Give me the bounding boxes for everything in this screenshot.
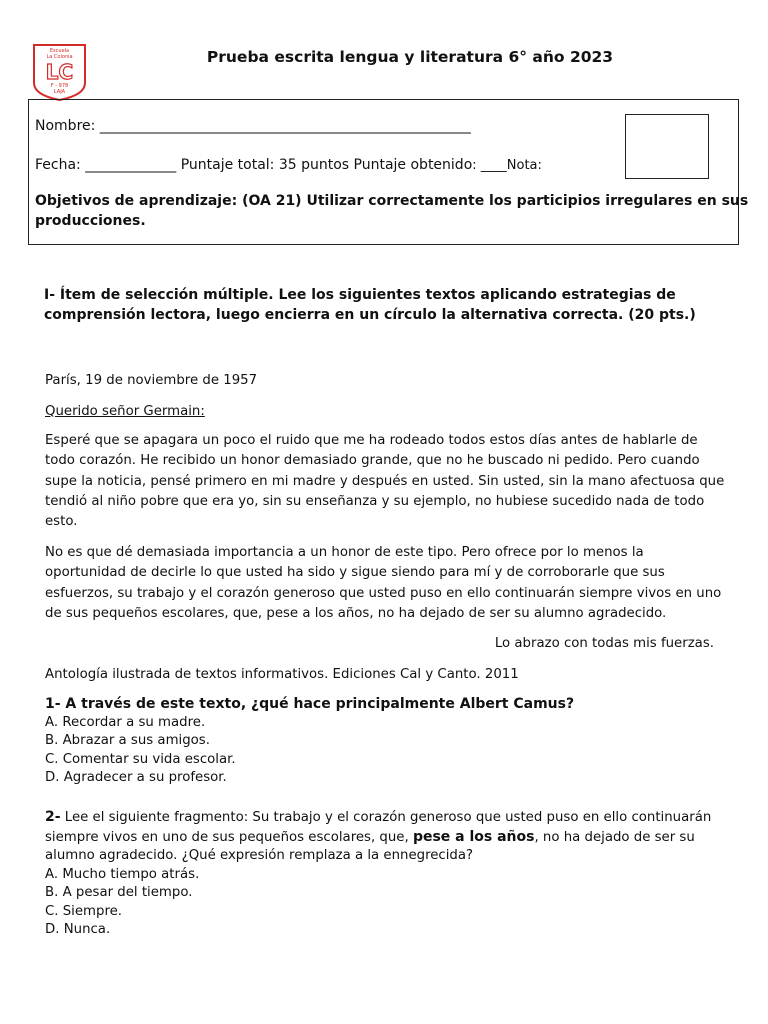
letter-closing: Lo abrazo con todas mis fuerzas.: [494, 636, 714, 651]
q2-number: 2-: [45, 809, 61, 825]
q1-stem: 1- A través de este texto, ¿qué hace principalmente Albert Camus?: [45, 696, 575, 712]
letter-greeting: Querido señor Germain:: [45, 404, 205, 419]
q2-line2: [45, 828, 711, 848]
p1-line: esto.: [45, 514, 78, 530]
logo-initials: LC: [45, 60, 74, 84]
grade-box: [625, 114, 709, 179]
logo-line1: Escuela: [49, 48, 70, 54]
score-total: Puntaje total: 35 puntos Puntaje obtenido: [180, 157, 473, 173]
p2-line: de sus pequeños escolares, que, pese a los años, no ha dejado de ser su alumno agradecido.: [45, 605, 667, 621]
p1-line: Esperé que se apagara un poco el ruido que me ha rodeado todos estos días antes de hablarle de: [45, 433, 698, 448]
q2-option-c[interactable]: C. Siempre.: [45, 903, 123, 919]
letter-source: Antología ilustrada de textos informativos. Ediciones Cal y Canto. 2011: [45, 667, 519, 682]
page-title: Prueba escrita lengua y literatura 6° año 2023: [206, 48, 614, 66]
logo-line2: La Colonia: [46, 54, 73, 60]
score-obtained[interactable]: : ____: [472, 158, 507, 173]
letter-paragraph-1: [45, 431, 724, 532]
question-2: [45, 808, 711, 940]
logo-line4: LAJA: [53, 89, 66, 95]
date-blank[interactable]: _____________: [85, 157, 177, 173]
p1-line: tendió al niño pobre que era yo, sin su enseñanza y su ejemplo, no hubiese sucedido nada de todo: [45, 493, 705, 509]
q2-line1: [45, 808, 711, 828]
logo-line3: F - 978: [50, 83, 69, 89]
objectives: [35, 191, 749, 231]
grade-label: Nota:: [506, 158, 542, 173]
date-score-row: [35, 157, 542, 173]
q2-line2-bold: pese a los años: [412, 828, 535, 845]
letter-paragraph-2: [45, 543, 721, 624]
q1-option-a[interactable]: A. Recordar a su madre.: [45, 714, 206, 730]
objectives-line: Objetivos de aprendizaje: (OA 21) Utilizar correctamente los participios irregulares en sus: [35, 193, 749, 209]
section-instruction: [44, 285, 696, 325]
p2-line: esfuerzos, su trabajo y el corazón generoso que usted puso en ello continuarán siempre vivos en uno: [45, 585, 722, 601]
name-blank[interactable]: _____________________________________________________: [99, 118, 471, 134]
p2-line: No es que dé demasiada importancia a un honor de este tipo. Pero ofrece por lo menos la: [45, 545, 644, 560]
date-label: Fecha:: [35, 157, 81, 173]
q1-option-d[interactable]: D. Agradecer a su profesor.: [45, 770, 227, 785]
p1-line: todo corazón. He recibido un honor demasiado grande, que no he buscado ni pedido. Pero cuando: [45, 453, 700, 469]
q2-option-a[interactable]: A. Mucho tiempo atrás.: [45, 866, 200, 882]
q2-line3: alumno agradecido. ¿Qué expresión remplaza a la ennegrecida?: [45, 848, 474, 863]
q2-line2-post: , no ha dejado de ser su: [534, 829, 695, 845]
q2-option-d[interactable]: D. Nunca.: [45, 922, 111, 937]
objectives-cont: producciones.: [35, 213, 146, 229]
name-label: Nombre:: [35, 118, 96, 134]
p2-line: oportunidad de decirle lo que usted ha sido y sigue siendo para mí y de corroborarle que sus: [45, 565, 665, 581]
q1-option-b[interactable]: B. Abrazar a sus amigos.: [45, 733, 210, 748]
section-line1: I- Ítem de selección múltiple. Lee los siguientes textos aplicando estrategias de: [44, 287, 676, 303]
p1-line: supe la noticia, pensé primero en mi madre y después en usted. Sin usted, sin la mano afectuosa que: [45, 473, 725, 489]
q2-line2-pre: siempre vivos en uno de sus pequeños escolares, que,: [45, 829, 413, 845]
question-1: [45, 695, 574, 788]
q2-line1-text: Lee el siguiente fragmento: Su trabajo y el corazón generoso que usted puso en ello continuarán: [60, 810, 712, 825]
section-line2: comprensión lectora, luego encierra en un círculo la alternativa correcta. (20 pts.): [44, 307, 696, 323]
name-row: [35, 118, 471, 134]
letter-place-date: París, 19 de noviembre de 1957: [45, 373, 258, 388]
q1-option-c[interactable]: C. Comentar su vida escolar.: [45, 751, 236, 767]
q2-option-b[interactable]: B. A pesar del tiempo.: [45, 885, 193, 900]
